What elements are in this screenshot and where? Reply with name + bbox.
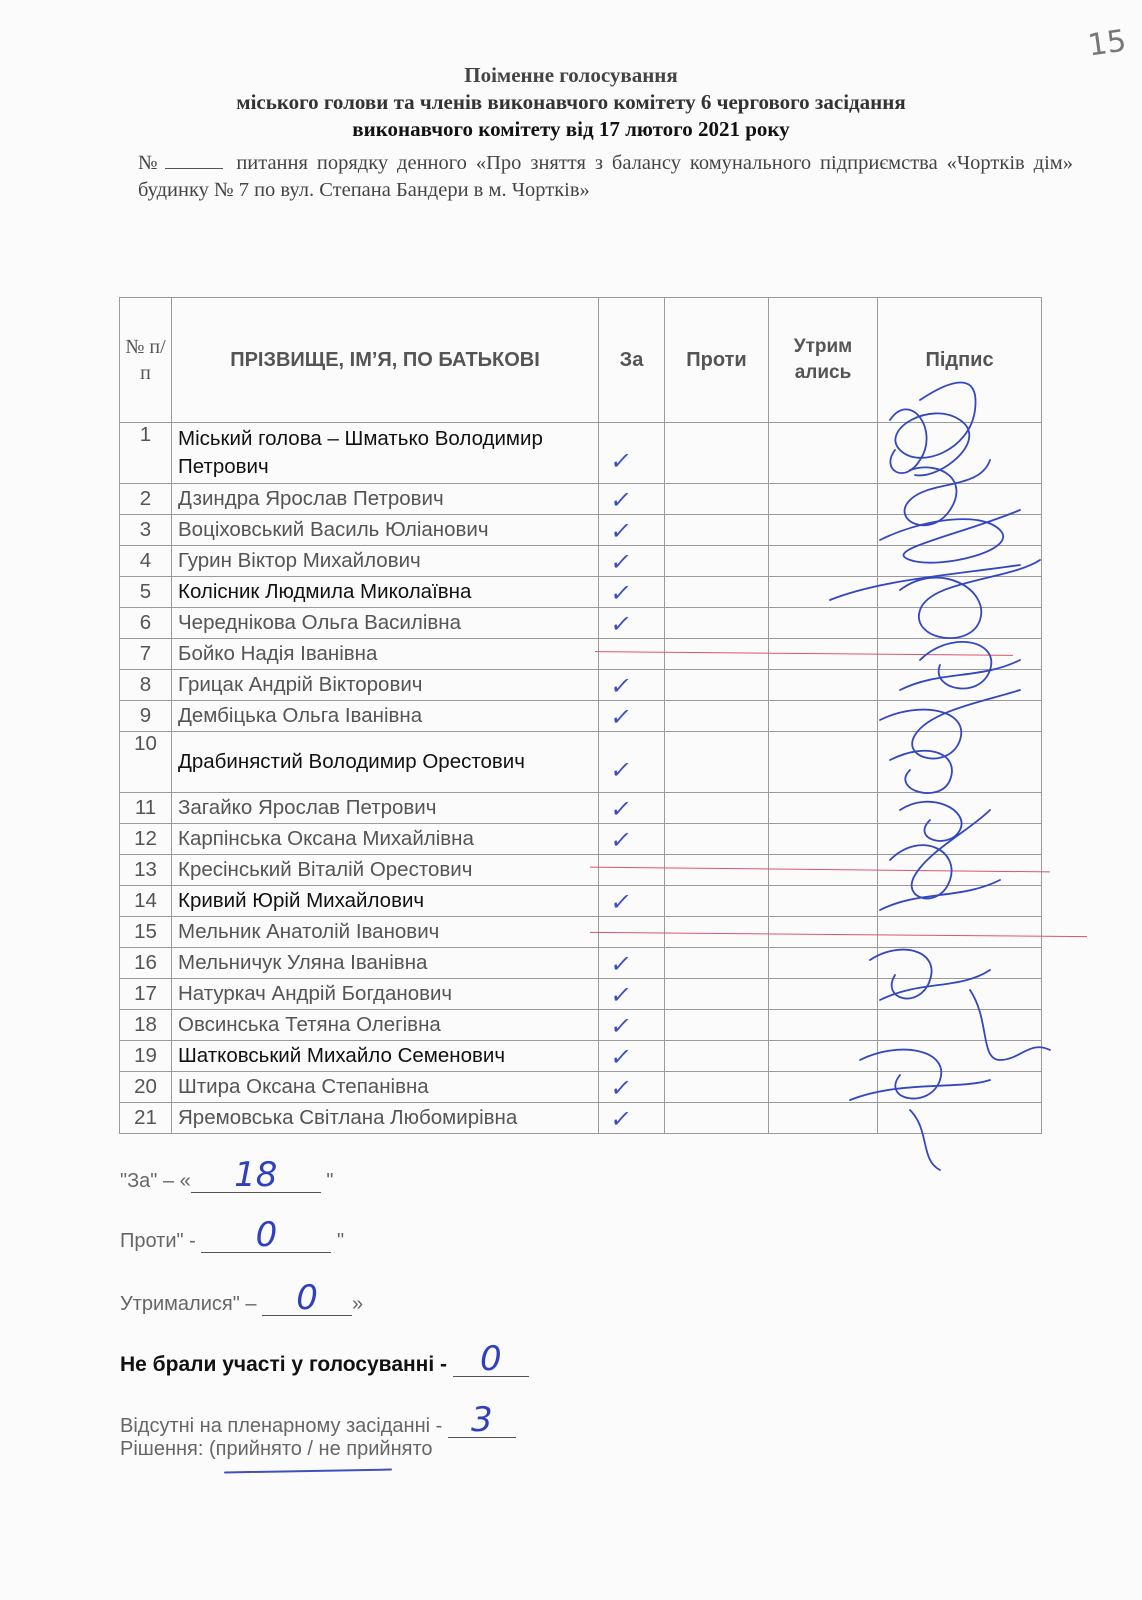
summary-absent [120,1400,516,1440]
member-name: Загайко Ярослав Петрович [172,793,599,824]
vote-for-cell [599,546,665,577]
signature-cell [878,824,1042,855]
row-number: 15 [120,917,172,948]
table-row [120,701,1042,732]
row-number: 17 [120,979,172,1010]
row-number: 20 [120,1072,172,1103]
member-name: Грицак Андрій Вікторович [172,670,599,701]
row-number: 10 [120,732,172,793]
vote-table [119,297,1042,1134]
vote-for-cell [599,484,665,515]
checkmark-icon: ✓ [608,703,634,731]
summary-not-voted-label: Не брали участі у голосуванні - [120,1353,448,1376]
vote-for-cell [599,608,665,639]
vote-for-cell [599,639,665,670]
vote-abstained-cell [769,979,878,1010]
signature-cell [878,670,1042,701]
signature-cell [878,577,1042,608]
signature-cell [878,423,1042,484]
title-line-3: виконавчого комітету від 17 лютого 2021 року [352,117,790,141]
vote-abstained-cell [769,1072,878,1103]
summary-against [120,1215,345,1255]
table-row [120,515,1042,546]
signature-cell [878,732,1042,793]
vote-abstained-cell [769,793,878,824]
col-num-header: № п/п [120,298,172,423]
member-name: Кривий Юрій Михайлович [172,886,599,917]
row-number: 5 [120,577,172,608]
summary-not-voted [120,1339,529,1379]
vote-for-cell [599,1041,665,1072]
checkmark-icon: ✓ [608,672,634,700]
checkmark-icon: ✓ [608,1074,634,1102]
vote-against-cell [665,670,769,701]
vote-against-cell [665,1010,769,1041]
member-name: Дзиндра Ярослав Петрович [172,484,599,515]
checkmark-icon: ✓ [608,1105,634,1133]
vote-against-cell [665,484,769,515]
member-name: Воціховський Василь Юліанович [172,515,599,546]
vote-against-cell [665,886,769,917]
table-row [120,732,1042,793]
checkmark-icon: ✓ [608,517,634,545]
row-number: 16 [120,948,172,979]
vote-abstained-cell [769,948,878,979]
signature-cell [878,886,1042,917]
row-number: 14 [120,886,172,917]
summary-not-voted-value: 0 [480,1339,502,1379]
signature-cell [878,608,1042,639]
vote-for-cell [599,423,665,484]
member-name: Драбинястий Володимир Орестович [172,732,599,793]
member-name: Яремовська Світлана Любомирівна [172,1103,599,1134]
member-name: Мельник Анатолій Іванович [172,917,599,948]
member-name: Міський голова – Шматько Володимир Петрович [172,423,599,484]
member-name: Дембіцька Ольга Іванівна [172,701,599,732]
vote-against-cell [665,732,769,793]
vote-abstained-cell [769,701,878,732]
page-number: 15 [1085,23,1129,64]
signature-cell [878,917,1042,948]
checkmark-icon: ✓ [608,486,634,514]
title-line-1: Поіменне голосування [464,63,678,87]
vote-against-cell [665,608,769,639]
summary-decision: Рішення: (прийнято / не прийнято [120,1438,433,1460]
summary-not-voted-field [453,1339,529,1379]
checkmark-icon: ✓ [608,888,634,916]
vote-for-cell [599,948,665,979]
summary-abstained-label: Утрималися" – [120,1293,257,1315]
vote-abstained-cell [769,732,878,793]
signature-cell [878,546,1042,577]
title-line-2: міського голови та членів виконавчого комітету 6 чергового засідання [236,90,906,114]
summary-absent-field [448,1400,516,1440]
vote-abstained-cell [769,1010,878,1041]
signature-cell [878,484,1042,515]
vote-for-cell [599,515,665,546]
col-abstained-header: Утрим ались [769,298,878,423]
col-for-header: За [599,298,665,423]
row-number: 3 [120,515,172,546]
vote-against-cell [665,855,769,886]
signature-cell [878,1010,1042,1041]
table-row [120,917,1042,948]
signature-cell [878,1103,1042,1134]
signature-cell [878,979,1042,1010]
signature-cell [878,701,1042,732]
vote-for-cell [599,1010,665,1041]
member-name: Штира Оксана Степанівна [172,1072,599,1103]
member-name: Бойко Надія Іванівна [172,639,599,670]
vote-against-cell [665,1041,769,1072]
checkmark-icon: ✓ [608,610,634,638]
summary-abstained-field [262,1278,352,1318]
vote-abstained-cell [769,917,878,948]
row-number: 8 [120,670,172,701]
vote-against-cell [665,701,769,732]
question-prefix: № [138,152,162,174]
vote-against-cell [665,515,769,546]
member-name: Карпінська Оксана Михайлівна [172,824,599,855]
vote-abstained-cell [769,670,878,701]
agenda-question [138,150,1073,204]
col-signature-header: Підпис [878,298,1042,423]
summary-against-field [201,1215,331,1255]
member-name: Овсинська Тетяна Олегівна [172,1010,599,1041]
vote-against-cell [665,546,769,577]
checkmark-icon: ✓ [608,548,634,576]
vote-for-cell [599,824,665,855]
vote-for-cell [599,577,665,608]
row-number: 9 [120,701,172,732]
summary-against-value: 0 [255,1215,278,1255]
question-text: питання порядку денного «Про зняття з балансу комунального підприємства «Чортків дім» будинку № 7 по вул. Степана Бандери в м. Чортків» [138,152,1073,201]
vote-abstained-cell [769,546,878,577]
checkmark-icon: ✓ [608,579,634,607]
table-row [120,1010,1042,1041]
vote-against-cell [665,948,769,979]
vote-for-cell [599,855,665,886]
checkmark-icon: ✓ [608,795,634,823]
vote-abstained-cell [769,515,878,546]
vote-abstained-cell [769,1041,878,1072]
checkmark-icon: ✓ [608,756,634,784]
vote-abstained-cell [769,608,878,639]
row-number: 1 [120,423,172,484]
member-name: Кресінський Віталій Орестович [172,855,599,886]
member-name: Натуркач Андрій Богданович [172,979,599,1010]
vote-for-cell [599,1103,665,1134]
table-row [120,484,1042,515]
summary-against-close: " [336,1230,345,1252]
row-number: 13 [120,855,172,886]
table-row [120,824,1042,855]
vote-for-cell [599,886,665,917]
summary-for-field [191,1155,321,1195]
vote-against-cell [665,1103,769,1134]
table-row [120,670,1042,701]
vote-against-cell [665,1072,769,1103]
checkmark-icon: ✓ [608,1043,634,1071]
checkmark-icon: ✓ [608,950,634,978]
row-number: 12 [120,824,172,855]
vote-against-cell [665,979,769,1010]
row-number: 6 [120,608,172,639]
decision-pen-underline [224,1469,392,1474]
vote-against-cell [665,639,769,670]
col-name-header: ПРІЗВИЩЕ, ІМ’Я, ПО БАТЬКОВІ [172,298,599,423]
question-number-blank [165,168,223,169]
vote-for-cell [599,670,665,701]
vote-against-cell [665,824,769,855]
vote-against-cell [665,423,769,484]
table-row [120,948,1042,979]
checkmark-icon: ✓ [608,826,634,854]
table-row [120,423,1042,484]
summary-abstained-close: » [352,1293,364,1315]
table-row [120,608,1042,639]
table-row [120,886,1042,917]
table-row [120,577,1042,608]
checkmark-icon: ✓ [608,447,634,475]
signature-cell [878,948,1042,979]
summary-abstained [120,1278,364,1318]
vote-for-cell [599,732,665,793]
checkmark-icon: ✓ [608,1012,634,1040]
vote-for-cell [599,979,665,1010]
member-name: Мельничук Уляна Іванівна [172,948,599,979]
checkmark-icon: ✓ [608,981,634,1009]
row-number: 21 [120,1103,172,1134]
table-row [120,793,1042,824]
member-name: Гурин Віктор Михайлович [172,546,599,577]
vote-abstained-cell [769,484,878,515]
vote-abstained-cell [769,423,878,484]
signature-cell [878,1041,1042,1072]
summary-for [120,1155,334,1195]
table-row [120,1041,1042,1072]
member-name: Шатковський Михайло Семенович [172,1041,599,1072]
vote-abstained-cell [769,824,878,855]
summary-absent-value: 3 [471,1400,493,1440]
summary-absent-label: Відсутні на пленарному засіданні - [120,1415,443,1437]
row-number: 2 [120,484,172,515]
row-number: 18 [120,1010,172,1041]
summary-against-label: Проти" - [120,1230,196,1252]
summary-for-label: "За" – « [120,1170,191,1192]
table-row [120,1072,1042,1103]
vote-abstained-cell [769,577,878,608]
summary-abstained-value: 0 [296,1278,318,1318]
row-number: 7 [120,639,172,670]
member-name: Колісник Людмила Миколаївна [172,577,599,608]
row-number: 4 [120,546,172,577]
row-number: 19 [120,1041,172,1072]
table-row [120,546,1042,577]
summary-for-value: 18 [234,1155,278,1195]
summary-for-close: " [326,1170,334,1192]
vote-abstained-cell [769,1103,878,1134]
vote-for-cell [599,1072,665,1103]
signature-cell [878,793,1042,824]
vote-abstained-cell [769,886,878,917]
row-number: 11 [120,793,172,824]
vote-for-cell [599,793,665,824]
signature-cell [878,1072,1042,1103]
vote-for-cell [599,701,665,732]
vote-against-cell [665,793,769,824]
table-row [120,1103,1042,1134]
table-row [120,979,1042,1010]
col-against-header: Проти [665,298,769,423]
member-name: Череднікова Ольга Василівна [172,608,599,639]
vote-against-cell [665,577,769,608]
signature-cell [878,515,1042,546]
